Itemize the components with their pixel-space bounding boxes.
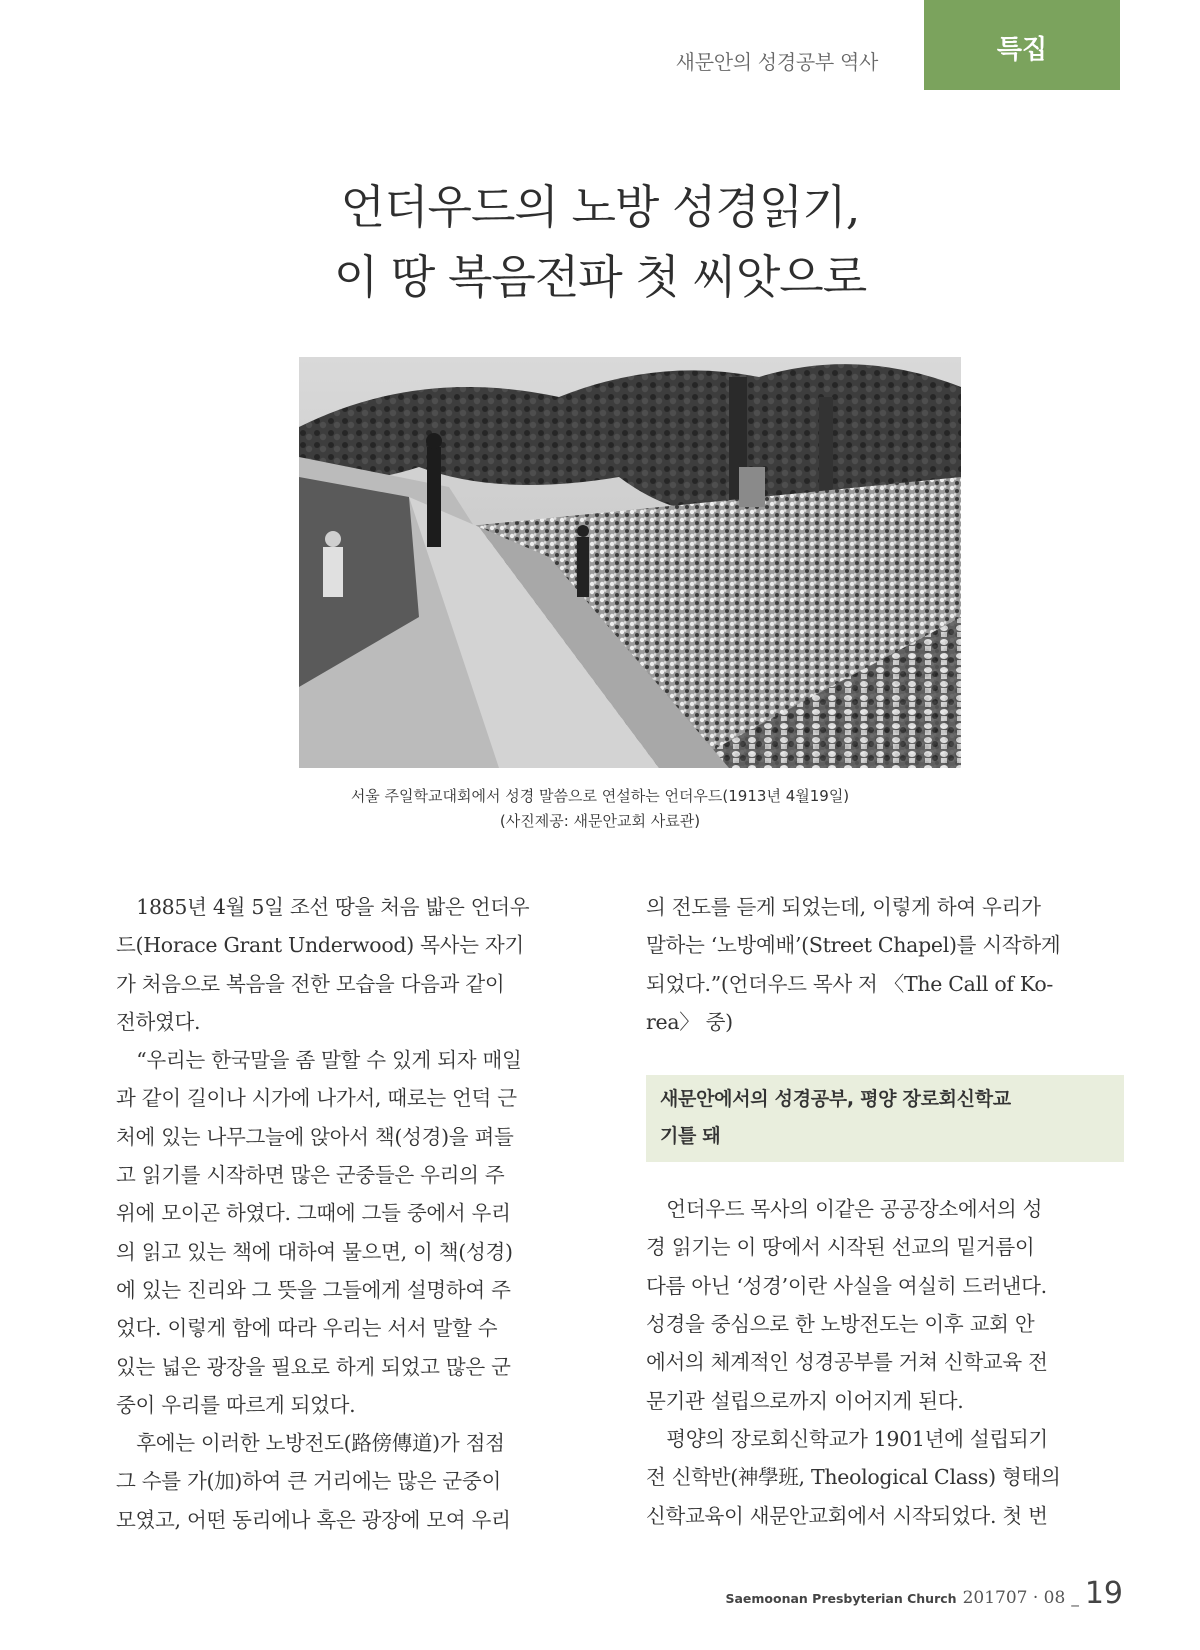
caption-source: (사진제공: 새문안교회 사료관) [499, 812, 701, 830]
body-line: 었다. 이렇게 함에 따라 우리는 서서 말할 수 [116, 1316, 498, 1341]
caption-line: 서울 주일학교대회에서 성경 말씀으로 연설하는 언더우드(1913년 4월19일) [350, 787, 850, 805]
body-line: 신학교육이 새문안교회에서 시작되었다. 첫 번 [646, 1503, 1048, 1528]
section-title: 새문안의 성경공부 역사 [675, 50, 878, 74]
issue-date: 201707 · 08 [962, 1588, 1066, 1608]
body-line: 있는 넓은 광장을 필요로 하게 되었고 많은 군 [116, 1354, 511, 1379]
body-line: 에서의 체계적인 성경공부를 거쳐 신학교육 전 [646, 1350, 1048, 1375]
body-line: rea〉 중) [646, 1009, 733, 1034]
subheading-line: 기틀 돼 [660, 1125, 721, 1148]
body-line: “우리는 한국말을 좀 말할 수 있게 되자 매일 [116, 1048, 522, 1073]
body-line: 중이 우리를 따르게 되었다. [116, 1392, 356, 1417]
page-number: 19 [1084, 1576, 1123, 1611]
title-line: 언더우드의 노방 성경읽기, [340, 180, 860, 234]
left-column [116, 888, 592, 1539]
body-line: 의 읽고 있는 책에 대하여 물으면, 이 책(성경) [116, 1239, 513, 1264]
body-line: 가 처음으로 복음을 전한 모습을 다음과 같이 [116, 971, 505, 996]
body-line: 위에 모이곤 하였다. 그때에 그들 중에서 우리 [116, 1201, 511, 1226]
body-line: 처에 있는 나무그늘에 앉아서 책(성경)을 펴들 [116, 1124, 514, 1149]
body-line: 고 읽기를 시작하면 많은 군중들은 우리의 주 [116, 1163, 505, 1188]
body-line: 모였고, 어떤 동리에나 혹은 광장에 모여 우리 [116, 1507, 511, 1532]
church-name: Saemoonan Presbyterian Church [725, 1591, 957, 1606]
body-line: 1885년 4월 5일 조선 땅을 처음 밟은 언더우 [116, 895, 530, 919]
body-line: 전 신학반(神學班, Theological Class) 형태의 [646, 1465, 1061, 1490]
footer-separator: _ [1071, 1589, 1079, 1607]
body-line: 성경을 중심으로 한 노방전도는 이후 교회 안 [646, 1312, 1035, 1337]
body-line: 언더우드 목사의 이같은 공공장소에서의 성 [646, 1197, 1043, 1222]
body-line: 다름 아닌 ‘성경’이란 사실을 여실히 드러낸다. [646, 1273, 1047, 1298]
body-line: 전하였다. [116, 1009, 201, 1034]
body-line: 말하는 ‘노방예배’(Street Chapel)를 시작하게 [646, 933, 1061, 958]
photo-image [299, 357, 961, 768]
body-line: 후에는 이러한 노방전도(路傍傳道)가 점점 [116, 1431, 505, 1456]
body-line: 그 수를 가(加)하여 큰 거리에는 많은 군중이 [116, 1469, 501, 1494]
section-subheading [646, 1075, 1124, 1162]
body-line: 드(Horace Grant Underwood) 목사는 자기 [116, 933, 524, 958]
crowd-photo [299, 357, 961, 768]
body-line: 의 전도를 듣게 되었는데, 이렇게 하여 우리가 [646, 895, 1041, 919]
body-line: 되었다.”(언더우드 목사 저 〈The Call of Ko- [646, 971, 1054, 996]
body-line: 에 있는 진리와 그 뜻을 그들에게 설명하여 주 [116, 1277, 511, 1302]
body-line: 평양의 장로회신학교가 1901년에 설립되기 [646, 1426, 1048, 1451]
article-title [200, 172, 1000, 312]
subheading-line: 새문안에서의 성경공부, 평양 장로회신학교 [660, 1088, 1011, 1111]
right-column [646, 888, 1124, 1535]
page-footer [725, 1576, 1123, 1611]
body-line: 과 같이 길이나 시가에 나가서, 때로는 언덕 근 [116, 1086, 517, 1111]
title-line: 이 땅 복음전파 첫 씨앗으로 [333, 250, 867, 304]
photo-caption [200, 784, 1000, 834]
category-tag: 특집 [924, 0, 1120, 90]
body-line: 문기관 설립으로까지 이어지게 된다. [646, 1388, 964, 1413]
body-line: 경 읽기는 이 땅에서 시작된 선교의 밑거름이 [646, 1235, 1035, 1260]
